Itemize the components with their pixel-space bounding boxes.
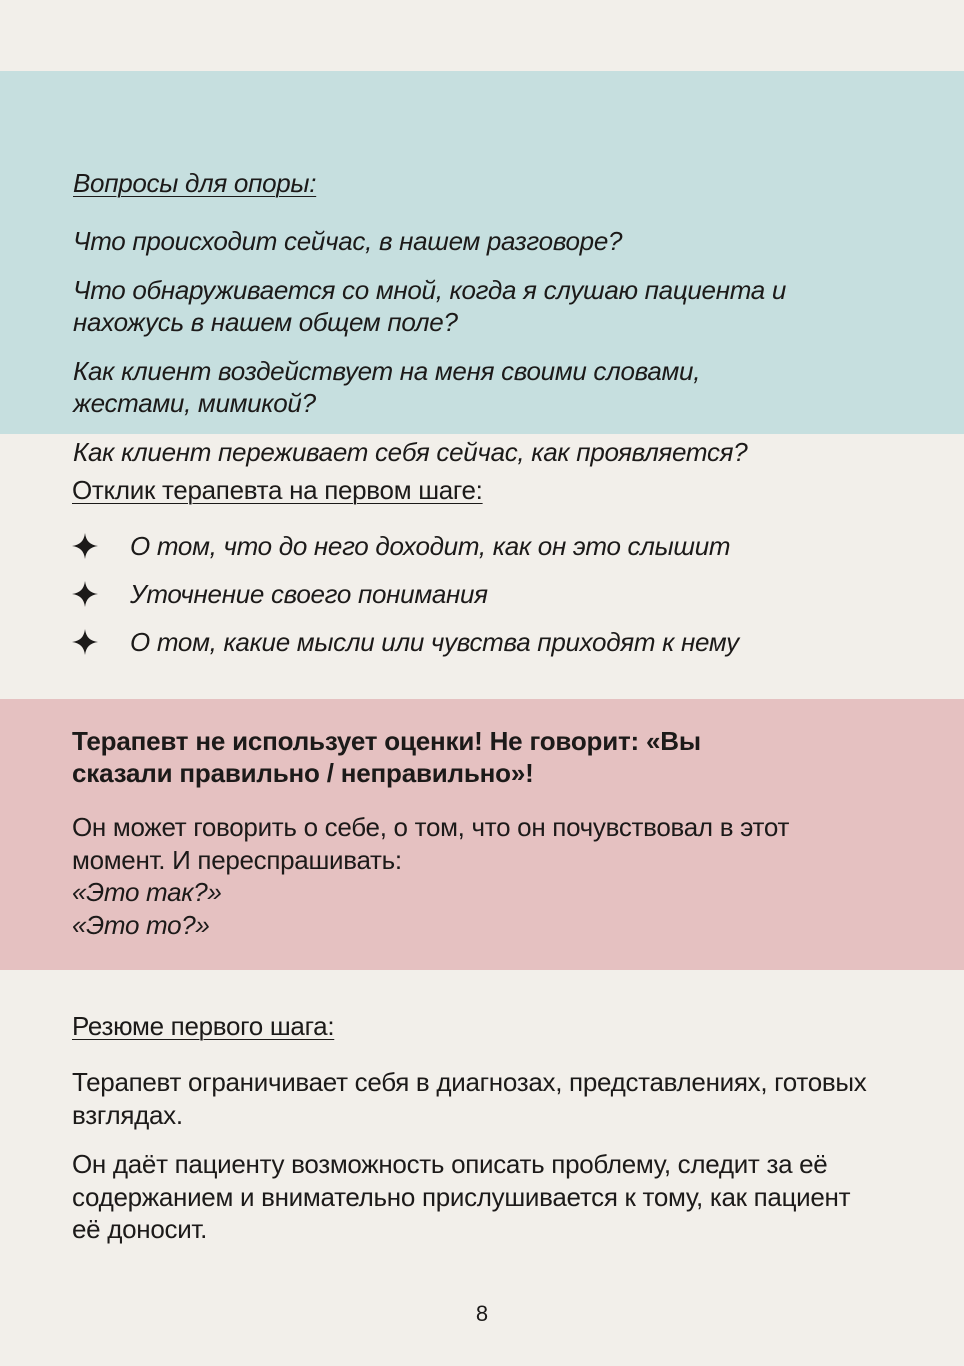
support-questions-block <box>0 71 964 467</box>
no-evaluation-title: Терапевт не использует оценки! Не говорит: «Вы сказали правильно / неправильно»! <box>72 726 701 788</box>
support-questions-list <box>73 225 904 468</box>
no-evaluation-block <box>0 699 964 970</box>
no-evaluation-text: Он может говорить о себе, о том, что он почувствовал в этот момент. И переспрашивать: <box>72 812 790 875</box>
four-point-star-icon <box>72 533 98 559</box>
list-item <box>72 578 904 610</box>
question-item: Что обнаруживается со мной, когда я слушаю пациента и нахожусь в нашем общем поле? <box>73 275 787 337</box>
bullet-text: О том, что до него доходит, как он это слышит <box>130 531 731 561</box>
therapist-response-list <box>72 530 904 658</box>
bullet-text: О том, какие мысли или чувства приходят к нему <box>130 627 739 657</box>
bullet-text: Уточнение своего понимания <box>130 579 488 609</box>
first-step-summary-block <box>0 970 964 1246</box>
list-item <box>72 530 904 562</box>
therapist-response-block <box>0 434 964 699</box>
question-item: Как клиент воздействует на меня своими словами, жестами, мимикой? <box>73 356 701 418</box>
page-number: 8 <box>475 1301 489 1326</box>
four-point-star-icon <box>72 581 98 607</box>
summary-paragraph: Терапевт ограничивает себя в диагнозах, представлениях, готовых взглядах. <box>72 1067 867 1130</box>
no-evaluation-body <box>72 811 904 941</box>
four-point-star-icon <box>72 629 98 655</box>
quote-line: «Это то?» <box>72 909 210 940</box>
support-questions-heading: Вопросы для опоры: <box>73 168 317 198</box>
therapist-response-heading: Отклик терапевта на первом шаге: <box>72 475 483 505</box>
top-margin <box>0 0 964 71</box>
question-item: Что происходит сейчас, в нашем разговоре? <box>73 226 623 256</box>
list-item <box>72 626 904 658</box>
summary-paragraph: Он даёт пациенту возможность описать проблему, следит за её содержанием и внимательно прислушивается к тому, как пациент её доносит. <box>72 1149 851 1244</box>
summary-paragraphs <box>72 1066 904 1246</box>
quote-line: «Это так?» <box>72 877 222 907</box>
first-step-summary-heading: Резюме первого шага: <box>72 1011 335 1041</box>
question-item: Как клиент переживает себя сейчас, как проявляется? <box>73 437 748 467</box>
